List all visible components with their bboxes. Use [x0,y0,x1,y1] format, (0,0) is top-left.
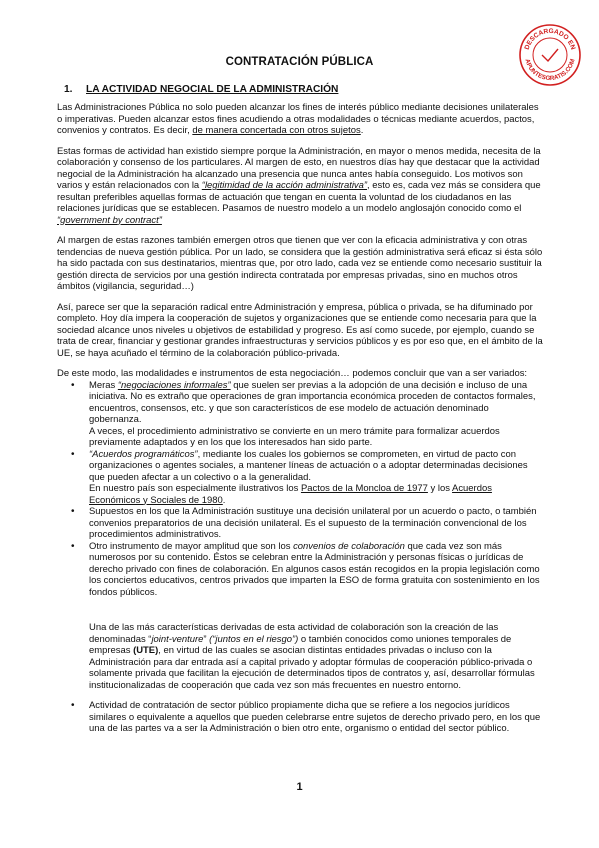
text-run: Otro instrumento de mayor amplitud que son los [89,540,294,552]
paragraph-3: Al margen de estas razones también emergen otros que tienen que ver con la eficacia administrativa y con otras tendencias de nueva gestión pública. Por un lado, se considera que la gestión administrativa será eficaz si ésta sólo ha sido pactada con sus destinatarios, mientras que, por otro lado, cada vez se entiende como necesario sustituir la gestión directa de servicios por una gestión indirecta contratada por empresas privadas, sino en muchos otros ámbitos (vigilancia, seguridad…) [57,235,543,292]
quoted-term: “legitimidad de la acción administrativa” [201,180,368,191]
bold-term: (UTE) [133,645,159,656]
underlined-text: Pactos de la Moncloa de 1977 [300,483,428,494]
quoted-term: “government by contract” [57,214,162,226]
list-item [89,449,543,507]
section-heading [64,84,338,95]
spacer [57,598,543,622]
text-run: que cada vez son más numerosos por su contenido. Éstos se celebran entre la Administración y personas físicas o jurídicas de derecho privado con fines de colaboración. En algunos casos están recogidos en la propia legislación como los conciertos educativos, centros privados que imparten la ESO de forma gratuita con sostenimiento en los fondos públicos. [89,540,540,598]
text-run: . [222,494,226,506]
paragraph-1 [57,102,543,137]
emphasized-term: joint-venture [151,633,204,645]
paragraph-6 [57,622,543,691]
text-run: Las Administraciones Pública no solo pueden alcanzar los fines de interés público mediante decisiones unilaterales o imperativas. Pueden alcanzar estos fines acudiendo a otras modalidades o técnicas mediante acuerdos, pactos, convenios y contratos. Es decir, [57,102,539,136]
text-run: , mediante los cuales los gobiernos se comprometen, en virtud de pacto con organizaciones o agentes sociales, a mantener líneas de actuación o a adoptar determinadas decisiones que pueden afectar a un colectivo o a la generalidad. [89,448,528,483]
section-title: LA ACTIVIDAD NEGOCIAL DE LA ADMINISTRACIÓN [86,84,339,95]
page-number: 1 [296,781,303,793]
list-item: • Actividad de contratación de sector público propiamente dicha que se refiere a los negocios jurídicos similares o equivalente a aquellos que pueden celebrarse entre sujetos de derecho privado pero, en los que una de las partes va a ser la Administración o bien otro ente, organismo o entidad del sector público. [89,700,543,735]
page-title: CONTRATACIÓN PÚBLICA [225,56,374,68]
list-item-subtext [89,483,543,506]
text-run: Una de las más características derivadas de esta actividad de colaboración son la creación de las denominadas “ [89,622,499,645]
section-number: 1. [64,84,73,95]
list-item-subtext: A veces, el procedimiento administrativo se convierte en un mero trámite para formalizar acuerdos previamente adaptados y en los que los interesados han sido parte. [89,425,500,448]
modalities-list [57,380,543,599]
text-run: o también conocidos como uniones temporales de empresas [89,633,512,656]
text-run: . [360,125,364,136]
list-item [89,380,543,449]
list-item: • Supuestos en los que la Administración sustituye una decisión unilateral por un acuerdo o pacto, o también convenios preparatorios de una decisión unilateral. Es el supuesto de la terminación convencional de los procedimientos administrativos. [89,506,543,541]
stamp-bottom-text: APUNTESGRATIS.COM [523,58,577,83]
text-run: y los [427,483,453,494]
emphasized-term: (“juntos en el riesgo”) [209,633,299,645]
underlined-text: de manera concertada con otros sujetos [192,125,361,136]
text-run: En nuestro país son especialmente ilustrativos los [89,483,301,494]
quoted-term: “Acuerdos programáticos” [89,448,198,460]
stamp-top-text: DESCARGADO EN [523,27,577,51]
text-run: Estas formas de actividad han existido siempre porque la Administración, en mayor o menos medida, necesita de la colaboración y consenso de los particulares. Al margen de esto, en nuestros días hay que destacar que la actividad negocial de la Administración ha alcanzado una presencia que nunca antes había conseguido. Los motivos son varios y están relacionados con la [57,145,541,191]
text-run: que suelen ser previas a la adopción de una decisión e incluso de una iniciativa. No es extraño que operaciones de gran importancia económica proceden de contactos formales, encuentros, consensos, etc. y que son característicos de ese modelo de actuación denominado gobernanza. [89,379,536,425]
paragraph-5: De este modo, las modalidades e instrumentos de esta negociación… podemos concluir que van a ser variados: [57,368,528,379]
modalities-list-continued [57,700,543,735]
paragraph-2 [57,146,543,227]
document-body [57,102,543,735]
download-stamp-icon [517,22,583,88]
list-item [89,541,543,599]
quoted-term: “negociaciones informales” [117,379,231,391]
text-run: , en virtud de las cuales se asocian distintas entidades privadas o incluso con la Administración para dar entrada así a capital privado y adoptar fórmulas de cooperación público-privada o solamente privada que facilitan la ejecución de determinados tipos de contratos y, así, desarrollar fórmulas institucionalizadas de cooperación que cada vez son más frecuentes en nuestro entorno. [89,645,535,691]
paragraph-4: Así, parece ser que la separación radical entre Administración y empresa, pública o privada, se ha difuminado por completo. Hoy día impera la cooperación de sujetos y organizaciones que se entiende como necesaria para que la sociedad alcance unos niveles u objetivos de estabilidad y progreso. Es así como sucede, por ejemplo, cuando se trata de crear, financiar y gestionar grandes infraestructuras y servicios públicos y es por eso que, en el ámbito de la UE, se haya acuñado el término de la colaboración público-privada. [57,301,543,359]
text-run: , esto es, cada vez más se considera que resultan preferibles aquellas formas de actuación que tengan en cuenta la voluntad de los ciudadanos en las relaciones jurídicas que se establecen. Pasamos de nuestro modelo a un modelo anglosajón conocido como el [57,180,541,214]
text-run: Meras [89,379,118,391]
text-run: ” [203,633,210,645]
emphasized-term: convenios de colaboración [293,540,405,552]
underlined-text: Acuerdos Económicos y Sociales de 1980 [89,483,492,506]
